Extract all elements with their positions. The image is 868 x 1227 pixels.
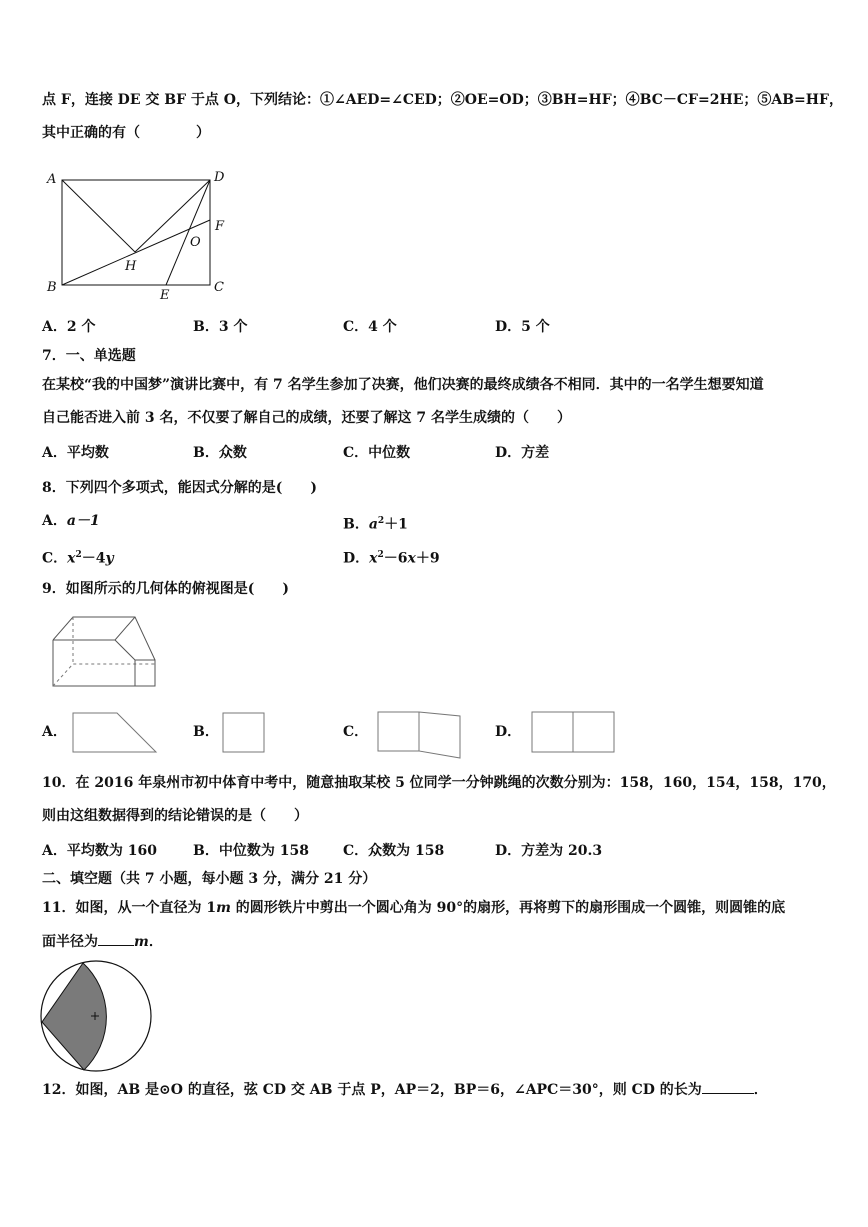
- q6-option-d: D．5 个: [495, 319, 550, 335]
- q9-option-b: B．: [193, 724, 219, 740]
- q9-option-a-trapezoid: [72, 712, 162, 754]
- q11-answer-blank[interactable]: [98, 945, 134, 946]
- q8-d-label: D．: [343, 550, 370, 567]
- q7-option-d: D．方差: [495, 445, 550, 461]
- q9-option-c: C．: [343, 724, 369, 740]
- label-c: C: [214, 280, 224, 295]
- q8-c-exp: 2: [75, 550, 82, 560]
- q12-end: ．: [753, 1082, 768, 1098]
- q8-c-base: x: [67, 550, 76, 567]
- q8-d-var: x: [407, 550, 416, 567]
- label-f: F: [215, 219, 225, 234]
- q8-d-base: x: [369, 550, 378, 567]
- q10-option-d: D．方差为 20.3: [495, 843, 603, 859]
- q8-option-a: [42, 511, 100, 531]
- label-e: E: [160, 288, 170, 303]
- q11-line1: [42, 898, 785, 918]
- q8-b-base: a: [368, 516, 378, 533]
- label-a: A: [47, 172, 57, 187]
- q8-d-exp: 2: [377, 550, 384, 560]
- q6-option-b: B．3 个: [193, 319, 248, 335]
- q11-line1-pre: 11．如图，从一个直径为 1: [42, 900, 217, 916]
- q12-text: 12．如图，AB 是⊙O 的直径，弦 CD 交 AB 于点 P，AP＝2，BP＝6，∠APC＝30°，则 CD 的长为: [42, 1082, 702, 1098]
- label-b: B: [47, 280, 57, 295]
- q11-line2-unit: m: [134, 934, 149, 950]
- q9-stem: 9．如图所示的几何体的俯视图是( ): [42, 581, 289, 597]
- q11-line1-post: 的圆形铁片中剪出一个圆心角为 90°的扇形，再将剪下的扇形围成一个圆锥，则圆锥的底: [230, 900, 786, 916]
- q7-option-c: C．中位数: [343, 445, 411, 461]
- q8-c-label: C．: [42, 550, 68, 567]
- q10-line2: 则由这组数据得到的结论错误的是（ ）: [42, 808, 308, 824]
- q10-option-c: C．众数为 158: [343, 843, 445, 859]
- q7-header: 7．一、单选题: [42, 348, 136, 364]
- q11-line2: [42, 932, 163, 952]
- q8-a-expr: a－1: [66, 513, 100, 529]
- q8-a-label: A．: [42, 513, 67, 529]
- q8-option-d: [343, 545, 440, 569]
- q11-line2-end: ．: [148, 934, 163, 950]
- q8-stem: 8．下列四个多项式，能因式分解的是( ): [42, 480, 317, 496]
- q8-d-tail: ＋9: [415, 550, 440, 567]
- q11-circle-sector-figure: [36, 960, 156, 1075]
- section2-heading: 二、填空题（共 7 小题，每小题 3 分，满分 21 分）: [42, 871, 377, 887]
- q10-option-b: B．中位数为 158: [193, 843, 309, 859]
- q8-b-label: B．: [343, 516, 369, 533]
- q8-d-rest: －6: [383, 550, 408, 567]
- q9-option-d: D．: [495, 724, 522, 740]
- q6-line2: 其中正确的有（ ）: [42, 125, 210, 141]
- q12-line: [42, 1080, 768, 1100]
- q7-option-a: A．平均数: [42, 445, 109, 461]
- q8-c-var: y: [105, 550, 114, 567]
- label-o: O: [190, 235, 201, 250]
- label-d: D: [214, 170, 225, 185]
- q8-c-rest: －4: [81, 550, 106, 567]
- q7-line2: 自己能否进入前 3 名，不仅要了解自己的成绩，还要了解这 7 名学生成绩的（ ）: [42, 410, 571, 426]
- q8-b-rest: ＋1: [384, 516, 408, 533]
- q9-option-d-figure: [531, 711, 619, 756]
- q6-line1: 点 F，连接 DE 交 BF 于点 O，下列结论：①∠AED=∠CED；②OE=OD；③BH=HF；④BC－CF=2HE；⑤AB=HF，: [42, 92, 843, 108]
- q8-option-c: [42, 545, 114, 569]
- q10-line1: 10．在 2016 年泉州市初中体育中考中，随意抽取某校 5 位同学一分钟跳绳的次数分别为：158，160，154，158，170，: [42, 775, 836, 791]
- q7-line1: 在某校“我的中国梦”演讲比赛中，有 7 名学生参加了决赛，他们决赛的最终成绩各不相同．其中的一名学生想要知道: [42, 377, 764, 393]
- q10-option-a: A．平均数为 160: [42, 843, 157, 859]
- q6-rectangle-figure: [40, 165, 240, 305]
- q11-line2-pre: 面半径为: [42, 934, 98, 950]
- q9-option-c-figure: [377, 709, 467, 761]
- q11-unit: m: [216, 900, 231, 916]
- q9-solid-figure: [45, 612, 160, 692]
- q9-option-b-square: [222, 712, 267, 754]
- q8-b-exp: 2: [377, 516, 385, 526]
- q12-answer-blank[interactable]: [702, 1093, 754, 1094]
- q7-option-b: B．众数: [193, 445, 247, 461]
- q6-option-c: C．4 个: [343, 319, 397, 335]
- q6-option-a: A．2 个: [42, 319, 96, 335]
- q8-option-b: [343, 511, 408, 535]
- q9-option-a: A．: [42, 724, 67, 740]
- label-h: H: [125, 259, 137, 274]
